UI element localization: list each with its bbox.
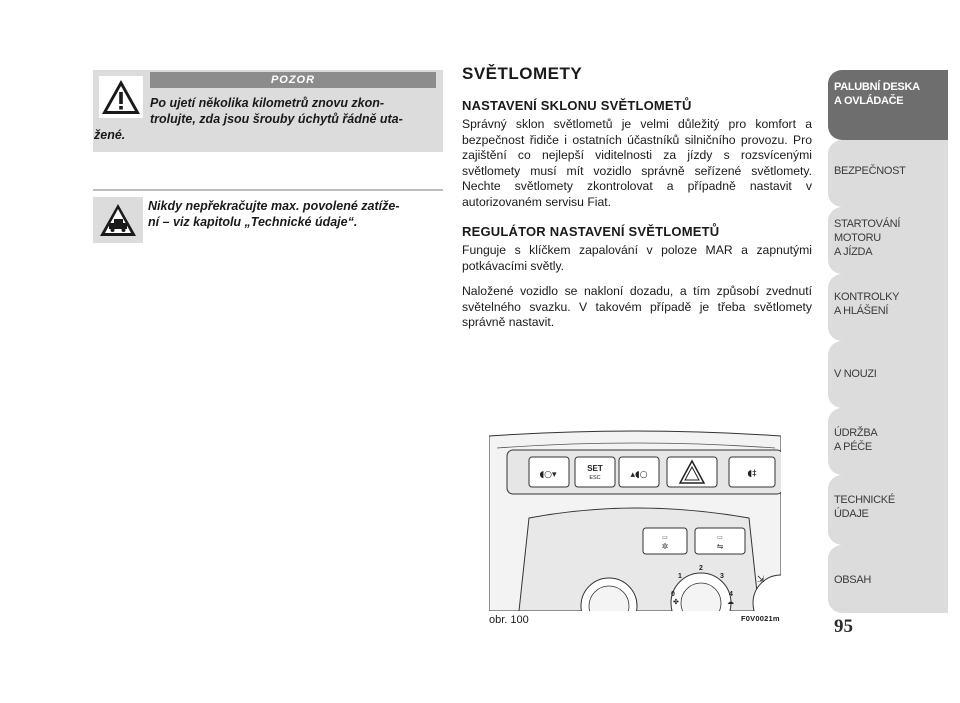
section-heading-tilt: NASTAVENÍ SKLONU SVĚTLOMETŮ [462,98,692,113]
tab-obsah[interactable]: OBSAH [828,545,948,613]
svg-text:▴◖○: ▴◖○ [630,470,648,480]
section-text-tilt: Správný sklon světlometů je velmi důležitý pro komfort a bezpečnost řidiče i ostatních účastníků silničního provozu. Pro zajištění co nejlepší viditelnosti za jízdy s rozsvícenými světlomety musí mít vozidlo správně seřízené světlomety. Nechte světlomety zkontrolovat a případně nastavit v autorizovaném servisu Fiat. [462,117,812,209]
svg-text:▭: ▭ [717,534,723,541]
note-divider [93,189,443,191]
tab-startovani-motoru[interactable]: STARTOVÁNÍ MOTORU A JÍZDA [828,207,948,274]
figure-code: F0V0021m [741,614,780,623]
esc-label: ESC [589,475,601,481]
svg-text:▭: ▭ [662,534,668,541]
vehicle-load-icon [99,202,137,238]
tab-v-nouzi[interactable]: V NOUZI [828,341,948,408]
tab-technicke-udaje[interactable]: TECHNICKÉ ÚDAJE [828,475,948,545]
section-heading-regulator: REGULÁTOR NASTAVENÍ SVĚTLOMETŮ [462,224,720,239]
note-text: Nikdy nepřekračujte max. povolené zatíže- ní – viz kapitolu „Technické údaje“. [148,199,400,229]
dial-number-1: 1 [678,573,682,580]
svg-text:✲: ✲ [661,542,669,551]
svg-text:◖○▾: ◖○▾ [539,470,557,480]
tab-udrzba[interactable]: ÚDRŽBA A PÉČE [828,408,948,475]
dial-number-4: 4 [729,591,733,598]
svg-text:☁: ☁ [727,598,734,606]
svg-text:⇲: ⇲ [757,575,765,585]
dial-number-3: 3 [720,573,724,580]
tab-kontrolky[interactable]: KONTROLKY A HLÁŠENÍ [828,274,948,341]
section-text-regulator-2: Naložené vozidlo se nakloní dozadu, a tím způsobí zvednutí světelného svazku. V takovém případě je třeba světlomety správně nastavit. [462,284,812,329]
tab-palubni-deska[interactable]: PALUBNÍ DESKA A OVLÁDAČE [828,70,948,140]
section-text-regulator-1: Funguje s klíčkem zapalování v poloze MAR a zapnutými potkávacími světly. [462,243,812,273]
tab-bezpecnost[interactable]: BEZPEČNOST [828,140,948,207]
svg-text:◖‡: ◖‡ [747,469,757,479]
warning-text: Po ujetí několika kilometrů znovu zkon- trolujte, zda jsou šrouby úchytů řádně uta- žené. [94,96,403,142]
svg-text:⇋: ⇋ [716,542,724,551]
set-label: SET [587,464,603,473]
svg-text:✤: ✤ [673,598,679,606]
figure-caption: obr. 100 [489,614,529,626]
dashboard-controls-illustration [489,428,781,611]
warning-header: POZOR [150,72,436,88]
dial-number-2: 2 [699,565,703,572]
main-content [462,64,812,341]
page-title: SVĚTLOMETY [462,64,583,83]
dial-number-0: 0 [671,591,675,598]
page-number: 95 [834,616,853,637]
